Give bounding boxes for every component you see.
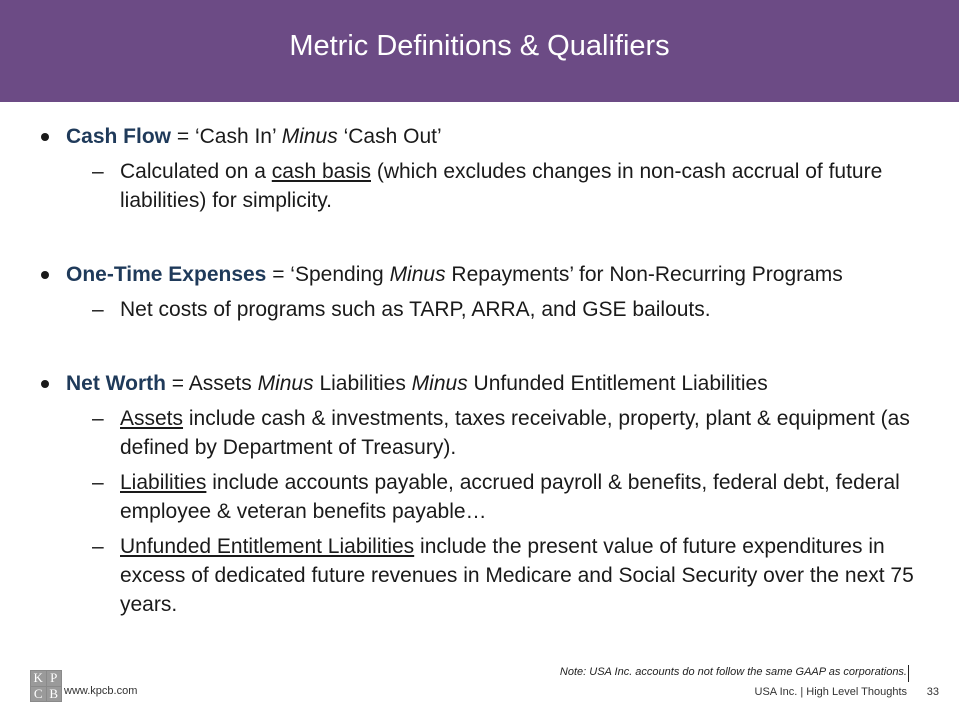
sub-underlined: Assets <box>120 407 184 430</box>
term-net-worth: Net Worth <box>66 372 166 395</box>
bullet-one-time-expenses <box>0 260 959 289</box>
sub-text: Net costs of programs such as TARP, ARRA, and GSE bailouts. <box>120 298 711 321</box>
definition-text: = Assets <box>165 372 258 395</box>
sub-bullet <box>0 468 959 526</box>
slide-content <box>0 122 959 619</box>
logo-letter: P <box>47 671 62 686</box>
page-number: 33 <box>926 686 939 698</box>
sub-text: Calculated on a <box>120 160 272 183</box>
sub-text: include cash & investments, taxes receivable, property, plant & equipment (as defined by Department of Treasury). <box>120 407 910 459</box>
sub-bullet <box>0 157 959 215</box>
definition-italic: Minus <box>257 372 314 395</box>
sub-bullet <box>0 295 959 324</box>
slide-header <box>0 0 959 102</box>
definition-italic: Minus <box>389 263 446 286</box>
sub-text: include accounts payable, accrued payroll & benefits, federal debt, federal employee & veteran benefits payable… <box>120 471 900 523</box>
dash-icon: – <box>92 407 104 430</box>
footer-url[interactable]: www.kpcb.com <box>64 685 138 697</box>
slide-title: Metric Definitions & Qualifiers <box>289 30 670 62</box>
definition-text: Repayments’ for Non-Recurring Programs <box>445 263 843 286</box>
bullet-dot-icon <box>41 271 49 279</box>
bullet-dot-icon <box>41 133 49 141</box>
bullet-cash-flow <box>0 122 959 151</box>
footer-section-label: USA Inc. | High Level Thoughts <box>754 686 907 698</box>
definition-text: Unfunded Entitlement Liabilities <box>467 372 768 395</box>
sub-text: include the present value of future expenditures in excess of dedicated future revenues in Medicare and Social Security over the next 75 years. <box>120 535 914 616</box>
dash-icon: – <box>92 471 104 494</box>
definition-text: = ‘Spending <box>266 263 390 286</box>
sub-bullet <box>0 404 959 462</box>
sub-underlined: cash basis <box>271 160 371 183</box>
logo-letter: C <box>31 687 46 702</box>
definition-text: ‘Cash Out’ <box>337 125 442 148</box>
sub-underlined: Liabilities <box>120 471 207 494</box>
sub-text: (which excludes changes in non-cash accrual of future liabilities) for simplicity. <box>120 160 883 212</box>
footer-note: Note: USA Inc. accounts do not follow the same GAAP as corporations. <box>559 666 907 678</box>
sub-bullet <box>0 532 959 619</box>
bullet-net-worth <box>0 369 959 398</box>
term-cash-flow: Cash Flow <box>66 125 172 148</box>
definition-text: = ‘Cash In’ <box>171 125 282 148</box>
definition-text: Liabilities <box>313 372 412 395</box>
definition-italic: Minus <box>281 125 338 148</box>
dash-icon: – <box>92 160 104 183</box>
kpcb-logo <box>30 670 62 702</box>
sub-underlined: Unfunded Entitlement Liabilities <box>120 535 415 558</box>
text-cursor <box>908 665 909 682</box>
dash-icon: – <box>92 535 104 558</box>
dash-icon: – <box>92 298 104 321</box>
logo-letter: K <box>31 671 46 686</box>
bullet-dot-icon <box>41 380 49 388</box>
definition-italic: Minus <box>411 372 468 395</box>
logo-letter: B <box>47 687 62 702</box>
term-one-time-expenses: One-Time Expenses <box>66 263 267 286</box>
